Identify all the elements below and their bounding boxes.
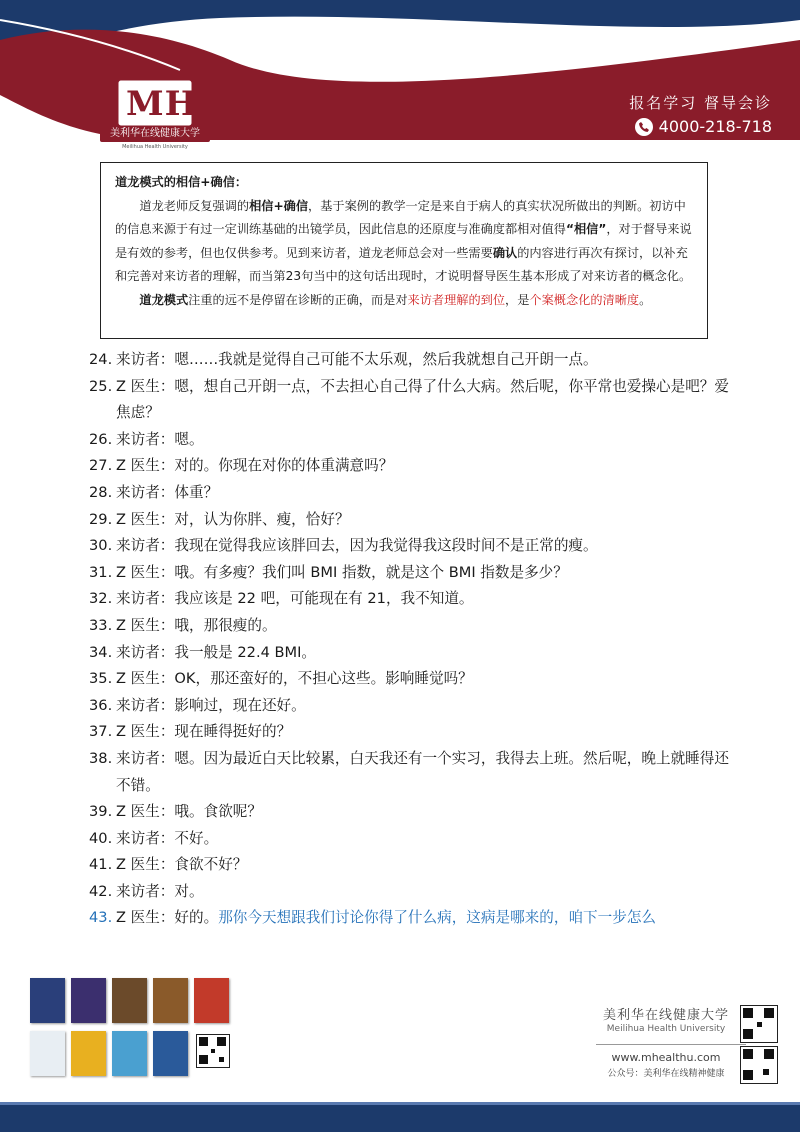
line-text: 来访者：我现在觉得我应该胖回去，因为我觉得我这段时间不是正常的瘦。: [116, 537, 598, 555]
line-number: 29.: [89, 510, 113, 528]
header-phone-number: 4000-218-718: [658, 117, 772, 136]
text-run: ，对于督导来说是有效的参考，但也仅供参考。见到来访者，道龙老师总会对一些需要: [115, 222, 692, 260]
emphasis-text: 相信+确信: [249, 198, 309, 213]
dialogue-line: [89, 640, 729, 667]
book-cover: [71, 978, 106, 1023]
qr-code-icon: [740, 1046, 778, 1084]
dialogue-line: [89, 693, 729, 720]
header-contact: [629, 92, 772, 136]
footer-brand: [596, 1004, 736, 1079]
dialogue-line: [89, 453, 729, 480]
book-gallery: [30, 978, 250, 1088]
line-number: 40.: [89, 829, 113, 847]
dialogue-line: [89, 560, 729, 587]
dialogue-line: [89, 427, 729, 454]
dialogue-line-highlighted: [89, 905, 729, 932]
emphasis-text: 道龙模式: [139, 292, 189, 307]
book-cover: [194, 978, 229, 1023]
dialogue-line: [89, 879, 729, 906]
footer-url[interactable]: www.mhealthu.com: [611, 1051, 721, 1064]
dialogue-line: [89, 746, 729, 799]
line-text: Z 医生：对的。你现在对你的体重满意吗？: [116, 457, 394, 475]
dialogue-line: [89, 826, 729, 853]
line-number: 33.: [89, 616, 113, 634]
commentary-box: [100, 162, 708, 339]
line-text: Z 医生：OK，那还蛮好的，不担心这些。影响睡觉吗？: [116, 670, 473, 688]
dialogue-line: [89, 613, 729, 640]
emphasis-text: “相信”: [565, 222, 607, 236]
line-number: 37.: [89, 723, 113, 741]
dialogue-line: [89, 347, 729, 374]
line-number: 41.: [89, 856, 113, 874]
line-text: 来访者：嗯。: [116, 430, 204, 448]
line-text: Z 医生：哦。食欲呢？: [116, 803, 262, 821]
dialogue-line: [89, 374, 729, 427]
commentary-paragraph-2: [115, 289, 697, 313]
footer-brand-name: 美利华在线健康大学: [602, 1008, 729, 1023]
text-run: 道龙老师反复强调的: [139, 198, 250, 213]
dialogue-line: [89, 586, 729, 613]
line-number: 42.: [89, 882, 113, 900]
book-cover: [30, 978, 65, 1023]
line-text: 来访者：嗯……我就是觉得自己可能不太乐观，然后我就想自己开朗一点。: [116, 351, 598, 368]
line-number: 31.: [89, 563, 113, 581]
header-slogan: 报名学习 督导会诊: [629, 94, 772, 112]
line-text: Z 医生：现在睡得挺好的？: [116, 723, 292, 741]
line-number: 32.: [89, 590, 113, 608]
line-number: 28.: [89, 483, 113, 501]
dialogue-line: [89, 852, 729, 879]
line-text: Z 医生：食欲不好？: [116, 856, 248, 874]
book-cover: [112, 978, 147, 1023]
dialogue-line: [89, 507, 729, 534]
footer-divider: [596, 1044, 746, 1045]
commentary-title: 道龙模式的相信+确信：: [115, 175, 248, 189]
line-number: 25.: [89, 377, 113, 395]
line-number: 30.: [89, 537, 113, 555]
line-text: Z 医生：哦。有多瘦？我们叫 BMI 指数，就是这个 BMI 指数是多少？: [116, 563, 568, 581]
text-run: ，基于案例的教学一定是来自于病人的真实状况所做出的判断。初访中的信息来源于有过一定训练基础的出镜学员，因此信息的还原度与准确度都相对值得: [115, 198, 686, 236]
line-number: 43.: [89, 909, 113, 927]
book-cover: [112, 1031, 147, 1076]
logo-banner: 美利华在线健康大学: [100, 126, 210, 142]
footer-brand-english: Meilihua Health University: [606, 1024, 726, 1034]
line-text: Z 医生：哦，那很瘦的。: [116, 616, 277, 634]
university-logo: [100, 80, 210, 160]
line-text: Z 医生：对，认为你胖、瘦，恰好？: [116, 510, 350, 528]
text-run: 注重的远不是停留在诊断的正确，而是对: [188, 292, 408, 307]
qr-code-icon: [196, 1034, 230, 1068]
line-number: 38.: [89, 749, 113, 767]
line-text: 来访者：对。: [116, 882, 204, 900]
book-cover: [153, 978, 188, 1023]
text-run: ，是: [505, 292, 530, 307]
qr-code-icon: [740, 1005, 778, 1043]
line-number: 36.: [89, 696, 113, 714]
text-run: 。: [639, 292, 652, 307]
logo-mark: MH: [126, 84, 198, 124]
dialogue-list: [89, 347, 729, 932]
line-speaker: Z 医生：好的。: [116, 909, 219, 927]
line-text: 来访者：体重？: [116, 483, 219, 501]
dialogue-line: [89, 480, 729, 507]
line-number: 26.: [89, 430, 113, 448]
highlight-text: 来访者理解的到位: [407, 292, 506, 307]
dialogue-line: [89, 533, 729, 560]
book-cover: [30, 1031, 65, 1076]
footer-public-account: 公众号：美利华在线精神健康: [607, 1069, 725, 1079]
line-text: 来访者：嗯。因为最近白天比较累，白天我还有一个实习，我得去上班。然后呢，晚上就睡得还不错。: [116, 749, 729, 794]
line-text: 来访者：影响过，现在还好。: [116, 696, 306, 714]
text-run: 的内容进行再次有探讨，以补充和完善对来访者的理解，而当第23句当中的这句话出现时，才说明督导医生基本形成了对来访者的概念化。: [115, 245, 692, 283]
highlight-text: 个案概念化的清晰度: [529, 292, 640, 307]
dialogue-line: [89, 799, 729, 826]
line-number: 35.: [89, 670, 113, 688]
dialogue-line: [89, 719, 729, 746]
line-text: Z 医生：嗯，想自己开朗一点，不去担心自己得了什么大病。然后呢，你平常也爱操心是吧？爱焦虑？: [116, 377, 729, 422]
dialogue-line: [89, 666, 729, 693]
footer-bar: [0, 1102, 800, 1132]
line-number: 34.: [89, 643, 113, 661]
line-number: 24.: [89, 351, 113, 368]
line-number: 27.: [89, 457, 113, 475]
line-text: 那你今天想跟我们讨论你得了什么病，这病是哪来的，咱下一步怎么: [218, 909, 657, 927]
line-text: 来访者：不好。: [116, 829, 219, 847]
book-cover: [71, 1031, 106, 1076]
line-number: 39.: [89, 803, 113, 821]
emphasis-text: 确认: [492, 245, 518, 260]
logo-subtitle: Meilihua Health University: [122, 144, 188, 150]
commentary-paragraph-1: [115, 195, 697, 289]
header-phone: [629, 117, 772, 136]
phone-icon: [635, 118, 653, 136]
line-text: 来访者：我应该是 22 吧，可能现在有 21，我不知道。: [116, 590, 474, 608]
line-text: 来访者：我一般是 22.4 BMI。: [116, 643, 317, 661]
book-cover: [153, 1031, 188, 1076]
